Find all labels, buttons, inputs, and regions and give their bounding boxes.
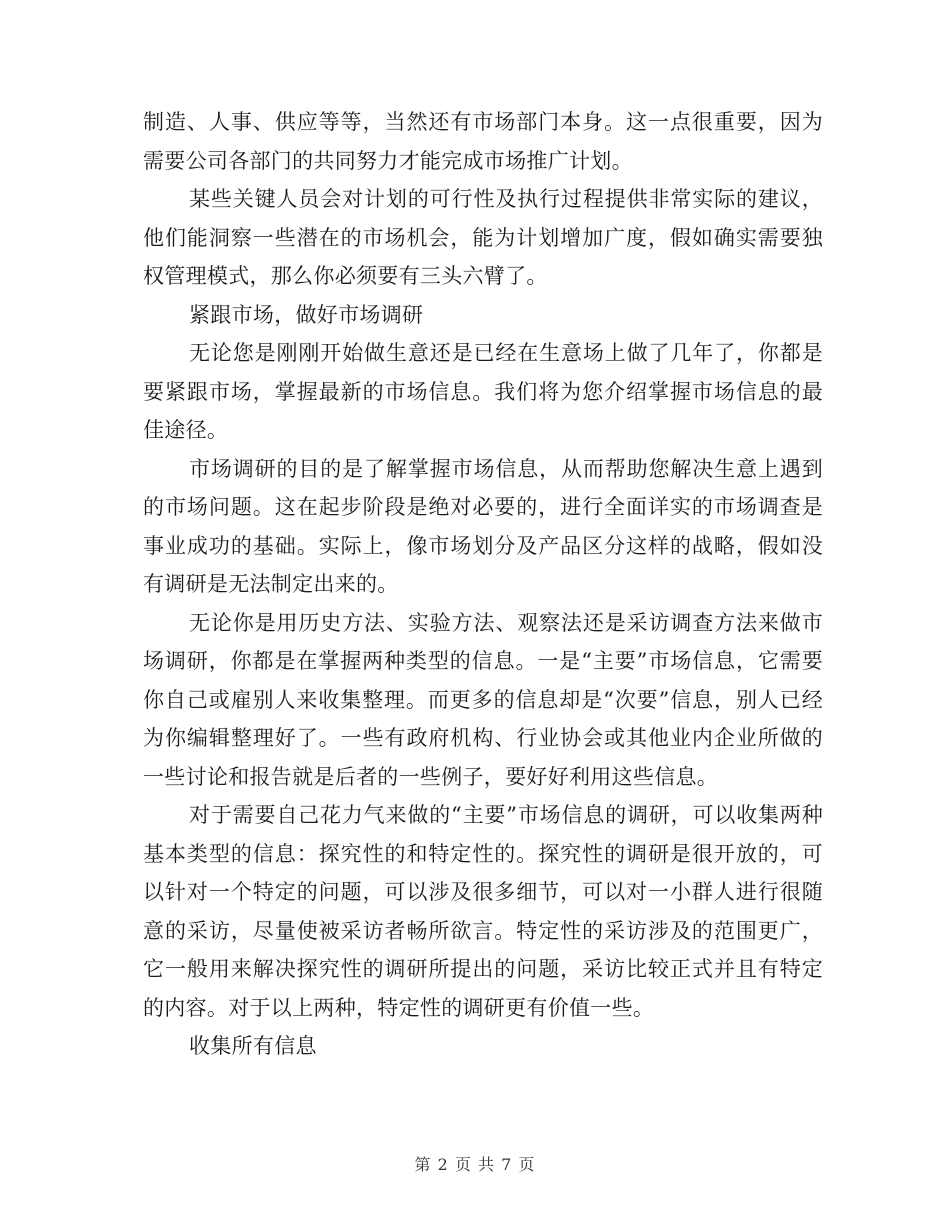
footer-total-prefix: 共	[478, 1155, 496, 1174]
paragraph: 无论你是用历史方法、实验方法、观察法还是采访调查方法来做市场调研，你都是在掌握两种类型的信息。一是“主要”市场信息，它需要你自己或雇别人来收集整理。而更多的信息却是“次要”信息，别人已经为你编辑整理好了。一些有政府机构、行业协会或其他业内企业所做的一些讨论和报告就是后者的一些例子，要好好利用这些信息。	[143, 610, 823, 789]
document-body	[143, 103, 823, 1066]
footer-total-unit: 页	[518, 1155, 536, 1174]
paragraph: 某些关键人员会对计划的可行性及执行过程提供非常实际的建议，他们能洞察一些潜在的市场机会，能为计划增加广度，假如确实需要独权管理模式，那么你必须要有三头六臂了。	[143, 187, 823, 288]
footer-page-unit: 页	[454, 1155, 472, 1174]
paragraph: 无论您是刚刚开始做生意还是已经在生意场上做了几年了，你都是要紧跟市场，掌握最新的市场信息。我们将为您介绍掌握市场信息的最佳途径。	[143, 341, 823, 442]
paragraph: 市场调研的目的是了解掌握市场信息，从而帮助您解决生意上遇到的市场问题。这在起步阶段是绝对必要的，进行全面详实的市场调查是事业成功的基础。实际上，像市场划分及产品区分这样的战略，假如没有调研是无法制定出来的。	[143, 456, 823, 596]
current-page-number: 2	[437, 1155, 449, 1174]
total-page-count: 7	[501, 1155, 513, 1174]
paragraph: 制造、人事、供应等等，当然还有市场部门本身。这一点很重要，因为需要公司各部门的共同努力才能完成市场推广计划。	[143, 110, 823, 173]
page-footer	[0, 1152, 950, 1175]
footer-prefix: 第	[414, 1155, 432, 1174]
section-heading: 紧跟市场，做好市场调研	[189, 302, 424, 327]
section-heading: 收集所有信息	[189, 1034, 317, 1058]
paragraph: 对于需要自己花力气来做的“主要”市场信息的调研，可以收集两种基本类型的信息：探究性的和特定性的。探究性的调研是很开放的，可以针对一个特定的问题，可以涉及很多细节，可以对一小群人进行很随意的采访，尽量使被采访者畅所欲言。特定性的采访涉及的范围更广，它一般用来解决探究性的调研所提出的问题，采访比较正式并且有特定的内容。对于以上两种，特定性的调研更有价值一些。	[143, 803, 823, 1020]
